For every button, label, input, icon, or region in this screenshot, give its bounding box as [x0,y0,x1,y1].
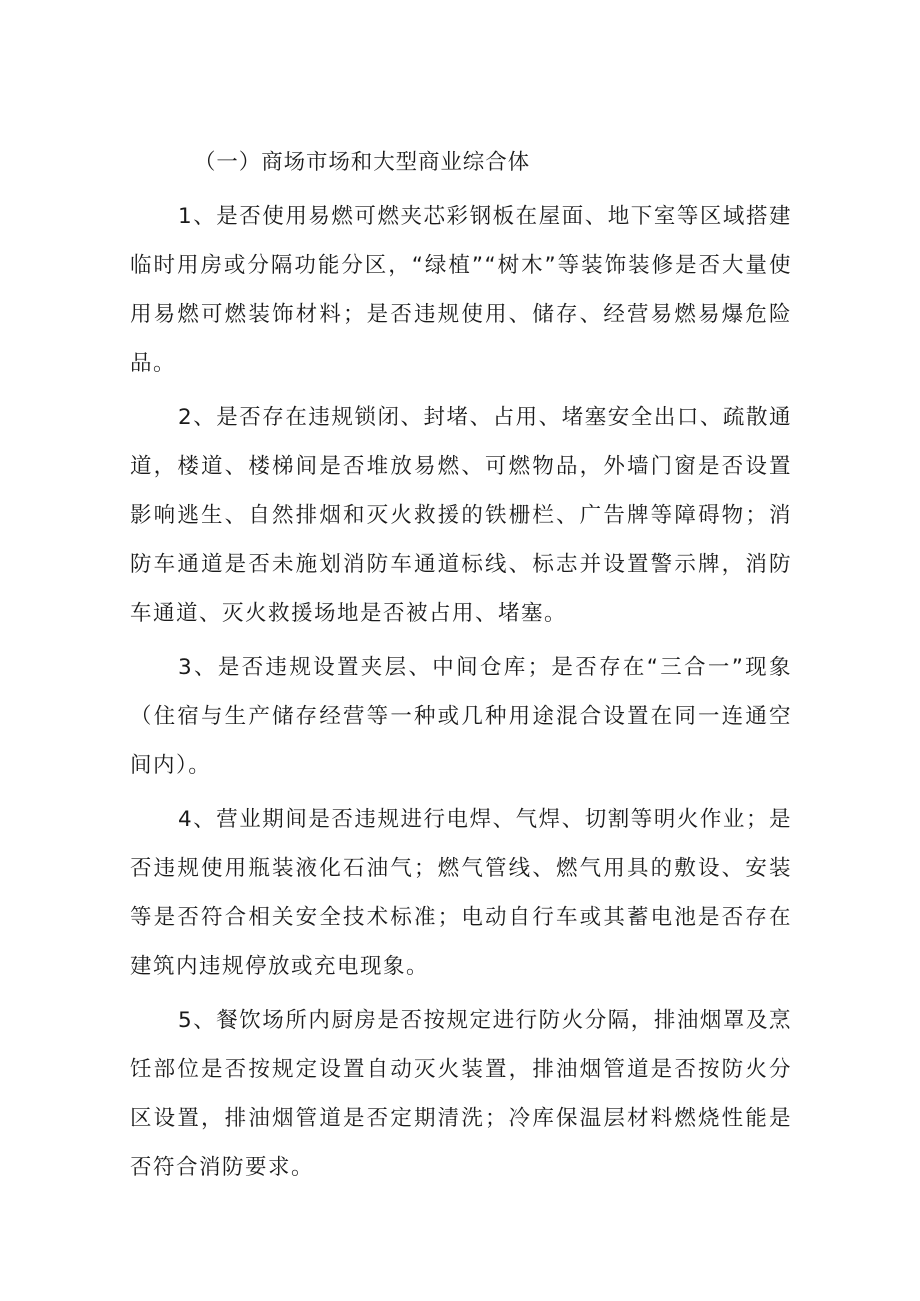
paragraph-2: 2、是否存在违规锁闭、封堵、占用、堵塞安全出口、疏散通道，楼道、楼梯间是否堆放易燃、可燃物品，外墙门窗是否设置影响逃生、自然排烟和灭火救援的铁栅栏、广告牌等障碍物；消防车通道是否未施划消防车通道标线、标志并设置警示牌，消防车通道、灭火救援场地是否被占用、堵塞。 [130,405,792,626]
paragraph-4: 4、营业期间是否违规进行电焊、气焊、切割等明火作业；是否违规使用瓶装液化石油气；燃气管线、燃气用具的敷设、安装等是否符合相关安全技术标准；电动自行车或其蓄电池是否存在建筑内违规停放或充电现象。 [130,807,792,979]
document-body [130,138,792,1197]
section-heading: （一）商场市场和大型商业综合体 [194,150,531,175]
paragraph-3: 3、是否违规设置夹层、中间仓库；是否存在“三合一”现象（住宿与生产储存经营等一种或几种用途混合设置在同一连通空间内）。 [130,655,792,778]
paragraph-5: 5、餐饮场所内厨房是否按规定进行防火分隔，排油烟罩及烹饪部位是否按规定设置自动灭火装置，排油烟管道是否按防火分区设置，排油烟管道是否定期清洗；冷库保温层材料燃烧性能是否符合消防要求。 [130,1008,792,1180]
paragraph-1: 1、是否使用易燃可燃夹芯彩钢板在屋面、地下室等区域搭建临时用房或分隔功能分区，“绿植”“树木”等装饰装修是否大量使用易燃可燃装饰材料；是否违规使用、储存、经营易燃易爆危险品。 [130,204,792,376]
